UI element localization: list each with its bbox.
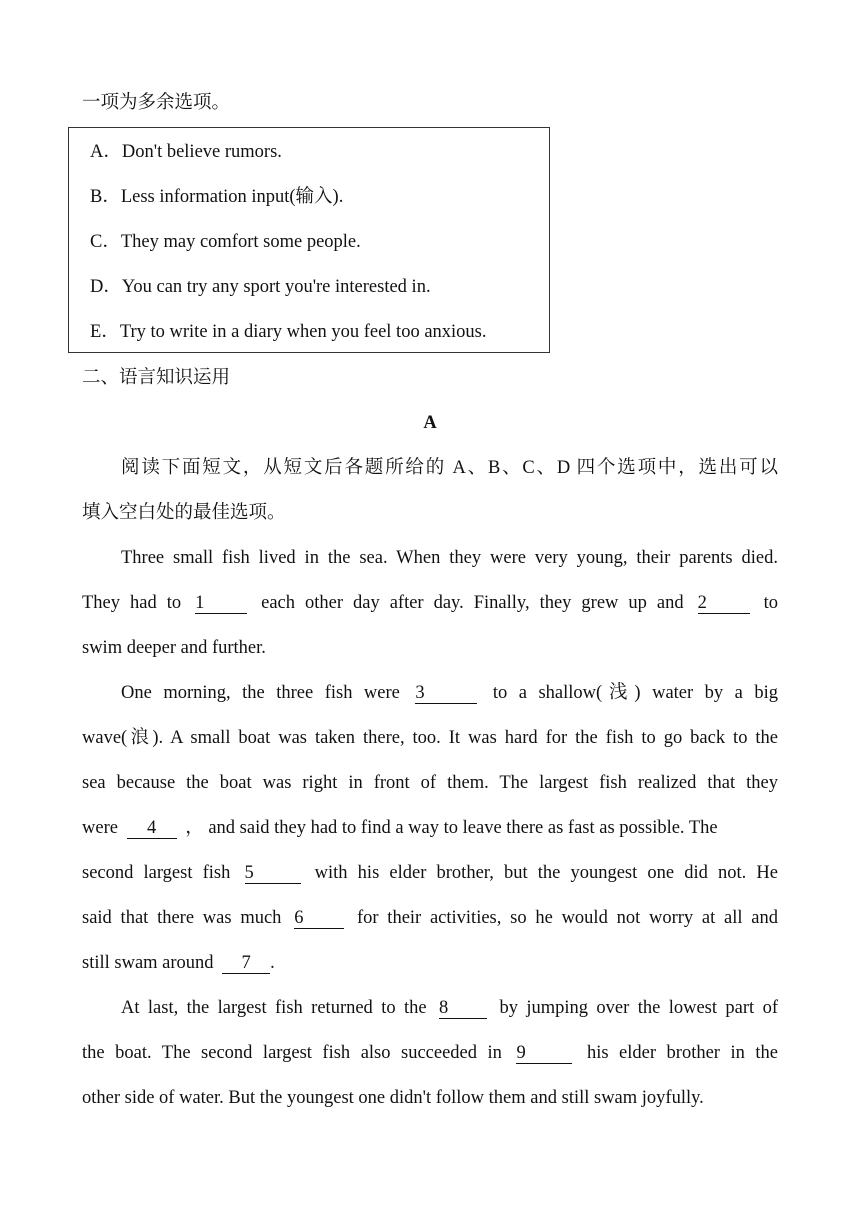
passage-text: said that there was much (82, 908, 282, 928)
passage-text: One morning, the three fish were (121, 683, 400, 703)
instructions-line-2: 填入空白处的最佳选项。 (82, 503, 286, 523)
option-b (90, 185, 343, 209)
option-letter: D． (90, 277, 122, 297)
passage-line: wave(浪). A small boat was taken there, too. It was hard for the fish to go back to the (82, 728, 778, 748)
passage-text: the boat. The second largest fish also succeeded in (82, 1043, 502, 1063)
passage-text: to (763, 593, 778, 613)
option-c (90, 230, 361, 254)
passage-text: each other day after day. Finally, they grew up and (261, 593, 684, 613)
passage-line: sea because the boat was right in front of them. The largest fish realized that they (82, 773, 778, 793)
passage-text: still swam around (82, 953, 214, 973)
passage-text: were (82, 818, 118, 838)
passage-text: second largest fish (82, 863, 231, 883)
blank-4: 4 (127, 818, 177, 839)
option-d (90, 275, 431, 299)
blank-8: 8 (439, 998, 487, 1019)
passage-text: with his elder brother, but the youngest one did not. He (314, 863, 778, 883)
blank-3: 3 (415, 683, 477, 704)
option-letter: E． (90, 322, 120, 342)
instructions-line-1: 阅读下面短文，从短文后各题所给的 A、B、C、D 四个选项中，选出可以 (121, 458, 778, 478)
passage-text: for their activities, so he would not worry at all and (356, 908, 779, 928)
blank-7: 7 (222, 953, 270, 974)
option-a (90, 140, 282, 164)
passage-text: ， and said they had to find a way to leave there as fast as possible. The (185, 818, 718, 838)
option-letter: A． (90, 142, 122, 162)
blank-6: 6 (294, 908, 344, 929)
option-text: Less information input(输入). (120, 187, 344, 207)
passage-line (121, 681, 778, 705)
passage-line: swim deeper and further. (82, 638, 266, 658)
option-e (90, 320, 487, 344)
blank-2: 2 (698, 593, 750, 614)
option-text: Don't believe rumors. (121, 142, 282, 162)
passage-text: to a shallow(浅) water by a big (492, 683, 779, 703)
options-box (68, 127, 550, 353)
option-text: Try to write in a diary when you feel too anxious. (119, 322, 487, 342)
passage-line: Three small fish lived in the sea. When they were very young, their parents died. (121, 548, 778, 568)
section-title: 二、语言知识运用 (82, 368, 231, 388)
option-text: They may comfort some people. (120, 232, 361, 252)
instruction-tail: 一项为多余选项。 (82, 93, 231, 113)
passage-line (82, 591, 778, 615)
passage-line (82, 906, 778, 930)
option-text: You can try any sport you're interested in. (121, 277, 431, 297)
passage-text: They had to (82, 593, 182, 613)
passage-text: . (270, 953, 275, 973)
blank-5: 5 (245, 863, 301, 884)
part-label: A (423, 413, 437, 433)
passage-line (82, 951, 275, 975)
passage-line: other side of water. But the youngest one didn't follow them and still swam joyfully. (82, 1088, 704, 1108)
passage-line (121, 996, 778, 1020)
passage-text: by jumping over the lowest part of (499, 998, 778, 1018)
passage-line (82, 1041, 778, 1065)
blank-9: 9 (516, 1043, 572, 1064)
passage-text: At last, the largest fish returned to the (121, 998, 427, 1018)
passage-line (82, 861, 778, 885)
blank-1: 1 (195, 593, 247, 614)
option-letter: C． (90, 232, 121, 252)
passage-line (82, 816, 718, 840)
passage-text: his elder brother in the (586, 1043, 778, 1063)
option-letter: B． (90, 187, 121, 207)
